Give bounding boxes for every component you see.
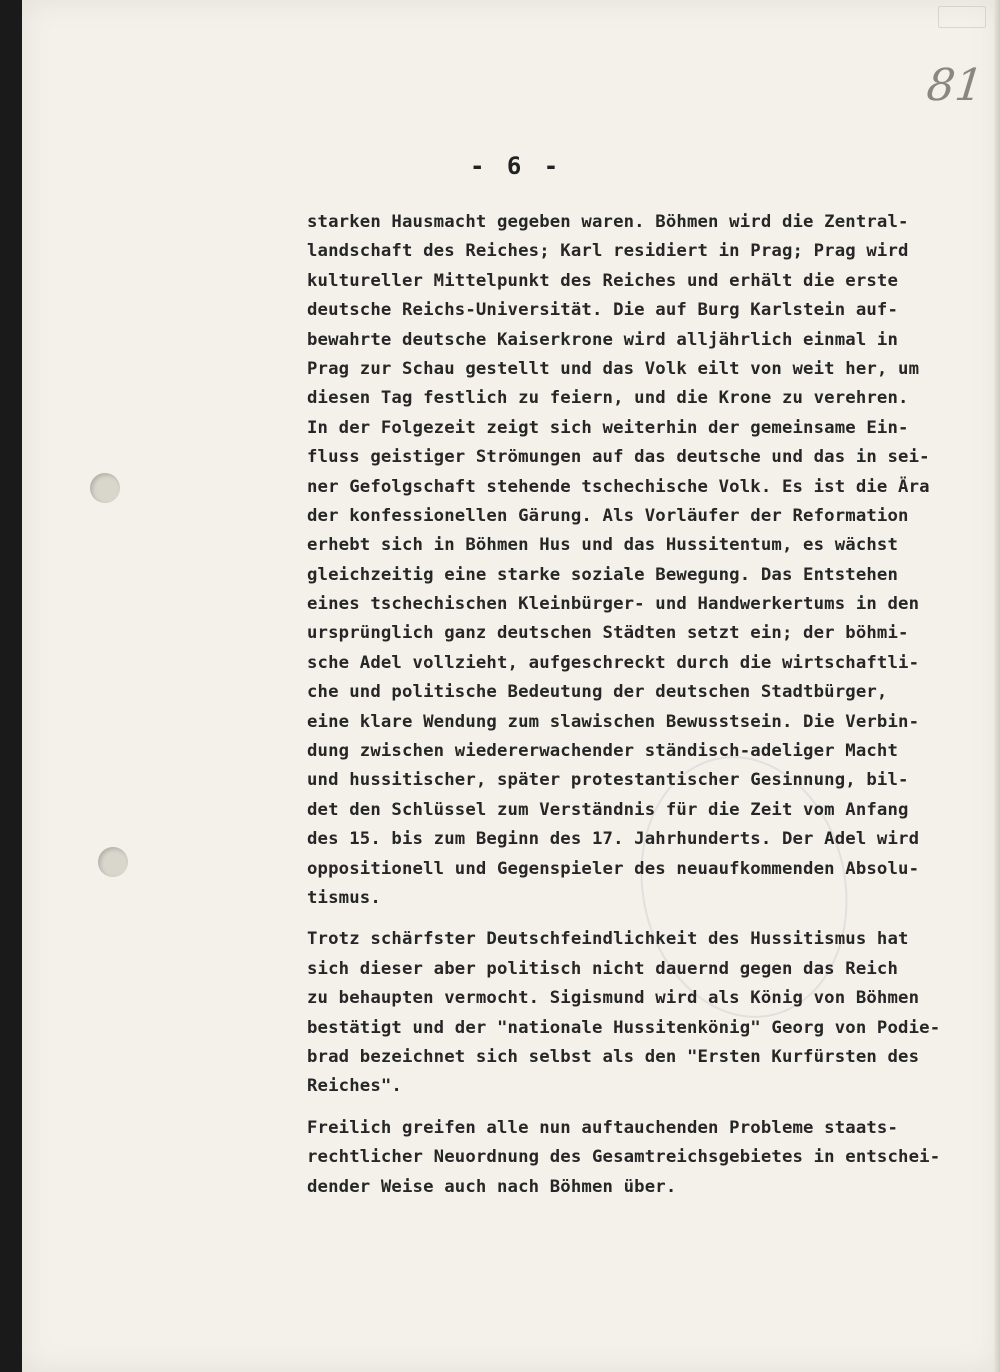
text-line: fluss geistiger Strömungen auf das deutsche und das in sei- — [307, 447, 930, 468]
text-line: ner Gefolgschaft stehende tschechische Volk. Es ist die Ära — [307, 476, 930, 497]
text-line: kultureller Mittelpunkt des Reiches und erhält die erste — [307, 270, 899, 291]
text-line: erhebt sich in Böhmen Hus und das Hussitentum, es wächst — [307, 535, 899, 556]
text-line: dender Weise auch nach Böhmen über. — [307, 1176, 677, 1197]
text-line: Freilich greifen alle nun auftauchenden Probleme staats- — [307, 1117, 899, 1138]
paragraph — [307, 1114, 987, 1202]
paragraph — [307, 208, 987, 913]
text-line: eine klare Wendung zum slawischen Bewusstsein. Die Verbin- — [307, 711, 920, 732]
text-line: starken Hausmacht gegeben waren. Böhmen wird die Zentral- — [307, 212, 909, 232]
text-line: rechtlicher Neuordnung des Gesamtreichsgebietes in entschei- — [307, 1147, 941, 1168]
text-line: zu behaupten vermocht. Sigismund wird als König von Böhmen — [307, 988, 920, 1009]
page-number: - 6 - — [470, 152, 563, 180]
text-line: deutsche Reichs-Universität. Die auf Burg Karlstein auf- — [307, 300, 899, 321]
punch-hole-bottom — [98, 847, 128, 877]
text-line: tismus. — [307, 887, 381, 908]
paper-edge — [994, 0, 1000, 1372]
handwritten-folio-number: 81 — [924, 60, 986, 111]
text-line: sche Adel vollzieht, aufgeschreckt durch die wirtschaftli- — [307, 652, 920, 673]
text-line: bewahrte deutsche Kaiserkrone wird alljährlich einmal in — [307, 329, 899, 350]
text-line: ursprünglich ganz deutschen Städten setzt ein; der böhmi- — [307, 623, 909, 644]
text-line: sich dieser aber politisch nicht dauernd gegen das Reich — [307, 958, 899, 979]
text-line: Trotz schärfster Deutschfeindlichkeit des Hussitismus hat — [307, 929, 909, 950]
text-line: gleichzeitig eine starke soziale Bewegung. Das Entstehen — [307, 564, 899, 585]
text-line: landschaft des Reiches; Karl residiert in Prag; Prag wird — [307, 241, 909, 262]
text-line: In der Folgezeit zeigt sich weiterhin der gemeinsame Ein- — [307, 417, 909, 438]
text-line: bestätigt und der "nationale Hussitenkönig" Georg von Podie- — [307, 1017, 941, 1038]
document-page — [22, 0, 1000, 1372]
text-line: che und politische Bedeutung der deutschen Stadtbürger, — [307, 682, 888, 703]
archive-stamp-mark — [938, 6, 986, 28]
typewritten-text-body — [307, 208, 987, 1214]
text-line: der konfessionellen Gärung. Als Vorläufer der Reformation — [307, 505, 909, 526]
text-line: brad bezeichnet sich selbst als den "Ersten Kurfürsten des — [307, 1046, 920, 1067]
text-line: eines tschechischen Kleinbürger- und Handwerkertums in den — [307, 594, 920, 615]
text-line: det den Schlüssel zum Verständnis für die Zeit vom Anfang — [307, 799, 909, 820]
text-line: oppositionell und Gegenspieler des neuaufkommenden Absolu- — [307, 858, 920, 879]
punch-hole-top — [90, 473, 120, 503]
text-line: diesen Tag festlich zu feiern, und die Krone zu verehren. — [307, 388, 909, 409]
text-line: des 15. bis zum Beginn des 17. Jahrhunderts. Der Adel wird — [307, 829, 920, 850]
paragraph — [307, 925, 987, 1101]
text-line: dung zwischen wiedererwachender ständisch-adeliger Macht — [307, 741, 899, 762]
text-line: Prag zur Schau gestellt und das Volk eilt von weit her, um — [307, 358, 920, 379]
text-line: Reiches". — [307, 1076, 402, 1097]
text-line: und hussitischer, später protestantischer Gesinnung, bil- — [307, 770, 909, 791]
